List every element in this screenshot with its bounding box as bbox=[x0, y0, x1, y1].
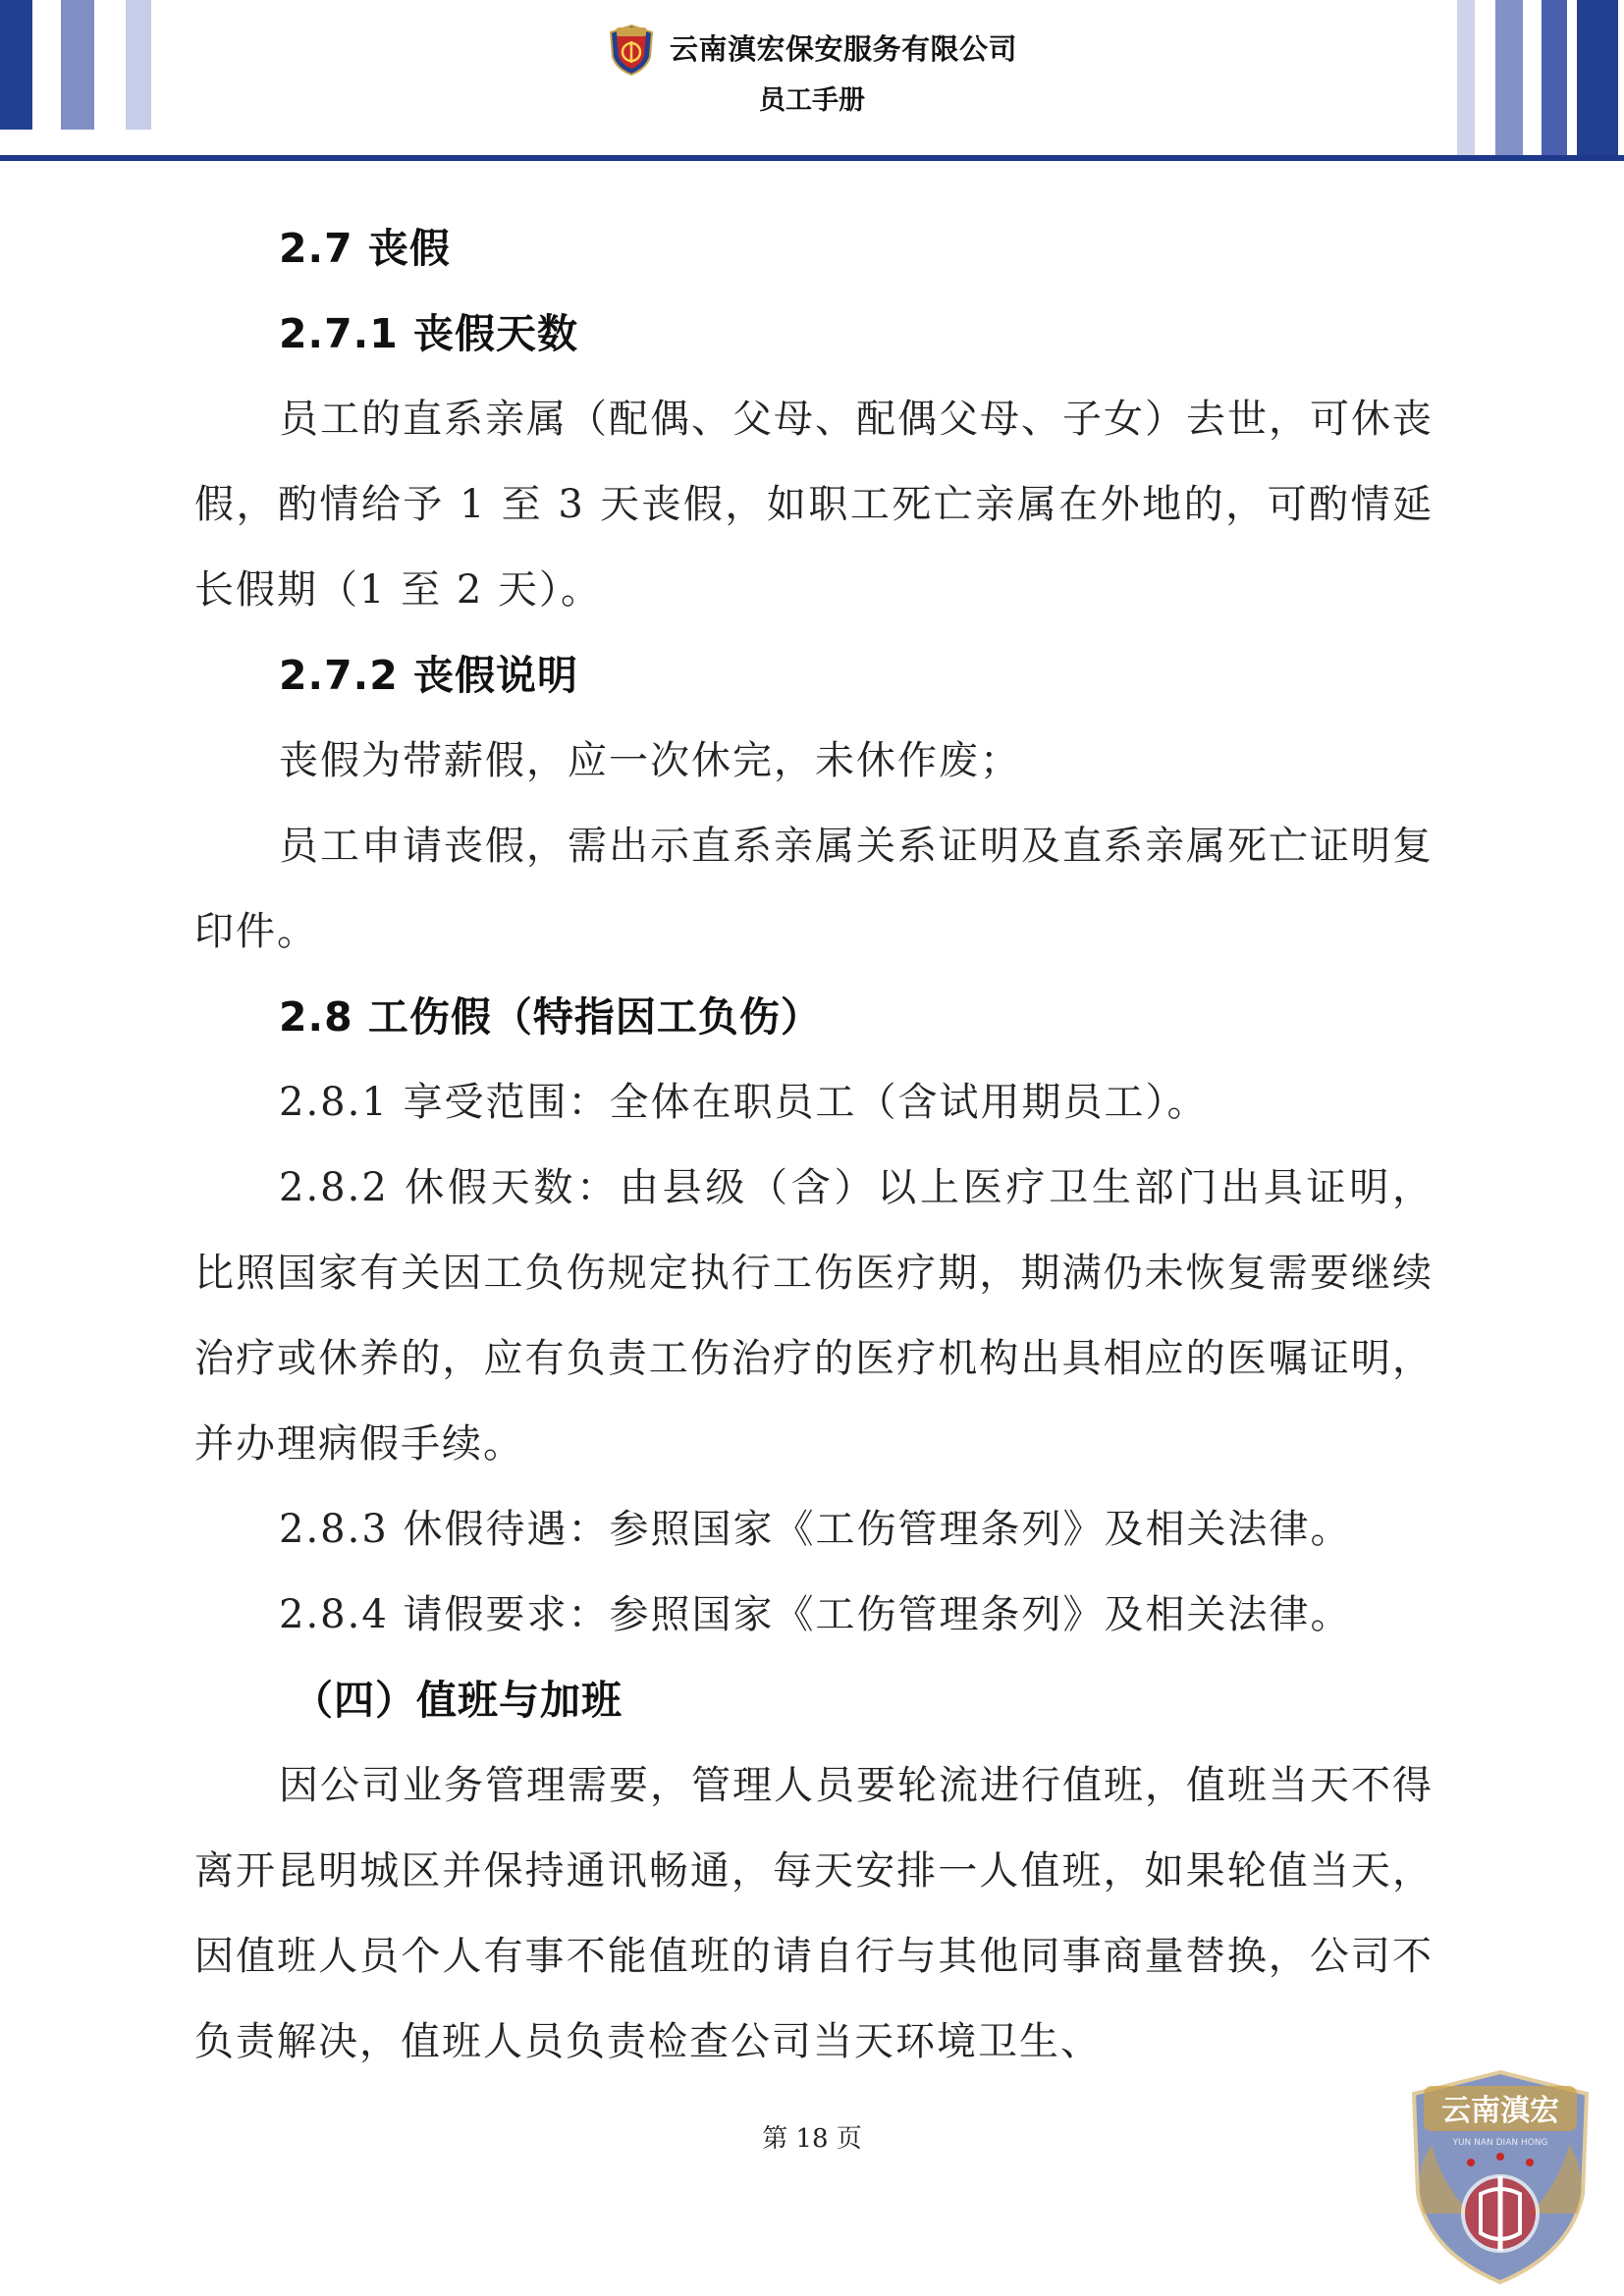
paragraph: 2.8.2 休假天数：由县级（含）以上医疗卫生部门出具证明，比照国家有关因工负伤规定执行工伤医疗期，期满仍未恢复需要继续治疗或休养的，应有负责工伤治疗的医疗机构出具相应的医嘱证明，并办理病假手续。 bbox=[194, 1165, 1434, 1467]
header-company-name: 云南滇宏保安服务有限公司 bbox=[670, 32, 1018, 66]
paragraph: 员工申请丧假，需出示直系亲属关系证明及直系亲属死亡证明复印件。 bbox=[194, 824, 1434, 954]
header-bar-right-2 bbox=[1495, 0, 1523, 155]
header-bar-right-3 bbox=[1542, 0, 1567, 155]
paragraph: 丧假为带薪假，应一次休完，未休作废； bbox=[279, 738, 1021, 783]
header-bar-right-4 bbox=[1577, 0, 1618, 155]
paragraph: 员工的直系亲属（配偶、父母、配偶父母、子女）去世，可休丧假，酌情给予 1 至 3 天丧假，如职工死亡亲属在外地的，可酌情延长假期（1 至 2 天）。 bbox=[194, 397, 1434, 613]
header-bar-right-1 bbox=[1457, 0, 1475, 155]
chapter-heading: （四）值班与加班 bbox=[293, 1677, 623, 1724]
document-body bbox=[194, 206, 1434, 2085]
watermark-badge-icon bbox=[1402, 2066, 1598, 2287]
paragraph: 2.8.3 休假待遇：参照国家《工伤管理条列》及相关法律。 bbox=[279, 1507, 1352, 1552]
header-rule bbox=[0, 155, 1624, 161]
company-logo-icon bbox=[607, 24, 656, 77]
subsection-heading: 2.7.1 丧假天数 bbox=[279, 310, 579, 357]
paragraph: 2.8.1 享受范围：全体在职员工（含试用期员工）。 bbox=[279, 1080, 1209, 1125]
section-heading: 2.8 工伤假（特指因工负伤） bbox=[279, 993, 822, 1041]
watermark-subtext: YUN NAN DIAN HONG bbox=[1452, 2138, 1548, 2148]
paragraph: 2.8.4 请假要求：参照国家《工伤管理条列》及相关法律。 bbox=[279, 1592, 1352, 1637]
subsection-heading: 2.7.2 丧假说明 bbox=[279, 652, 579, 699]
section-heading: 2.7 丧假 bbox=[279, 225, 451, 272]
paragraph: 因公司业务管理需要，管理人员要轮流进行值班，值班当天不得离开昆明城区并保持通讯畅通，每天安排一人值班，如果轮值当天，因值班人员个人有事不能值班的请自行与其他同事商量替换，公司不负责解决，值班人员负责检查公司当天环境卫生、 bbox=[194, 1763, 1434, 2064]
header-subtitle: 员工手册 bbox=[759, 85, 865, 116]
page-number: 第 18 页 bbox=[762, 2124, 862, 2154]
watermark-text: 云南滇宏 bbox=[1441, 2094, 1559, 2128]
